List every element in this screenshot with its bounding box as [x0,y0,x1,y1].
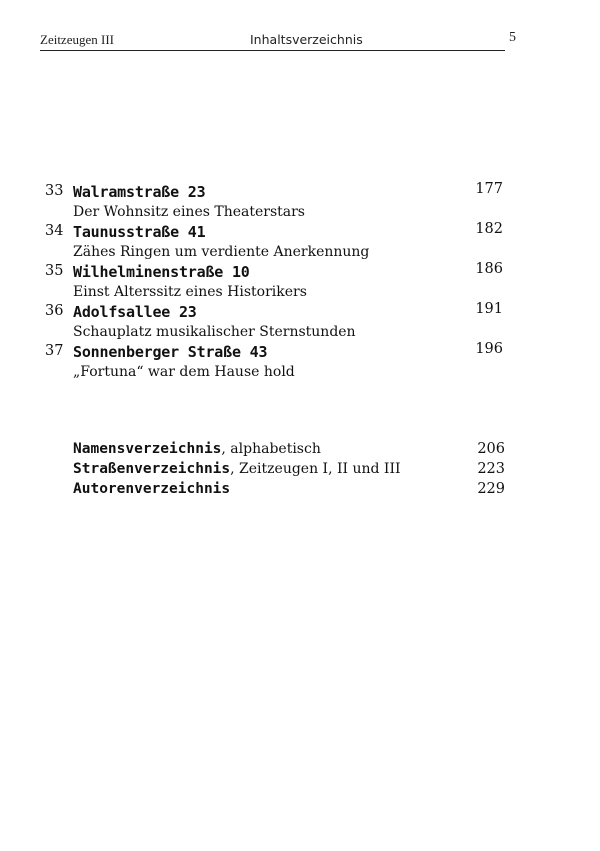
entry-title: Sonnenberger Straße 43 [73,343,268,361]
toc-entry [45,263,510,303]
index-entry [73,481,509,501]
section-title: Inhaltsverzeichnis [250,32,363,47]
entry-page: 177 [475,181,503,197]
running-header [40,30,516,50]
entry-number: 33 [45,183,64,199]
index-title: Autorenverzeichnis [73,481,231,497]
index-title: Straßenverzeichnis [73,461,231,477]
entry-page: 186 [475,261,503,277]
index-list [73,441,509,501]
entry-subtitle: Schauplatz musikalischer Sternstunden [73,324,356,340]
entry-page: 196 [475,341,503,357]
entry-number: 36 [45,303,64,319]
header-rule [40,50,505,51]
entry-title: Walramstraße 23 [73,183,206,201]
entry-subtitle: Einst Alterssitz eines Historikers [73,284,307,300]
book-title: Zeitzeugen III [40,32,114,47]
toc-entry [45,223,510,263]
index-description: , alphabetisch [221,441,321,457]
entry-subtitle: „Fortuna“ war dem Hause hold [73,364,295,380]
index-page: 229 [477,481,505,497]
index-entry [73,441,509,461]
entry-title: Adolfsallee 23 [73,303,197,321]
index-description: , Zeitzeugen I, II und III [230,461,401,477]
entry-number: 35 [45,263,64,279]
toc-entry [45,183,510,223]
page-number: 5 [509,30,516,45]
entry-title: Wilhelminenstraße 10 [73,263,250,281]
entry-number: 37 [45,343,64,359]
entry-number: 34 [45,223,64,239]
entry-title: Taunusstraße 41 [73,223,206,241]
entry-page: 182 [475,221,503,237]
entry-subtitle: Zähes Ringen um verdiente Anerkennung [73,244,370,260]
index-page: 206 [477,441,505,457]
toc-entry [45,303,510,343]
index-page: 223 [477,461,505,477]
entry-subtitle: Der Wohnsitz eines Theaterstars [73,204,305,220]
entry-page: 191 [475,301,503,317]
index-entry [73,461,509,481]
toc-entry [45,343,510,383]
toc-entries [45,183,510,383]
index-title: Namensverzeichnis [73,441,222,457]
